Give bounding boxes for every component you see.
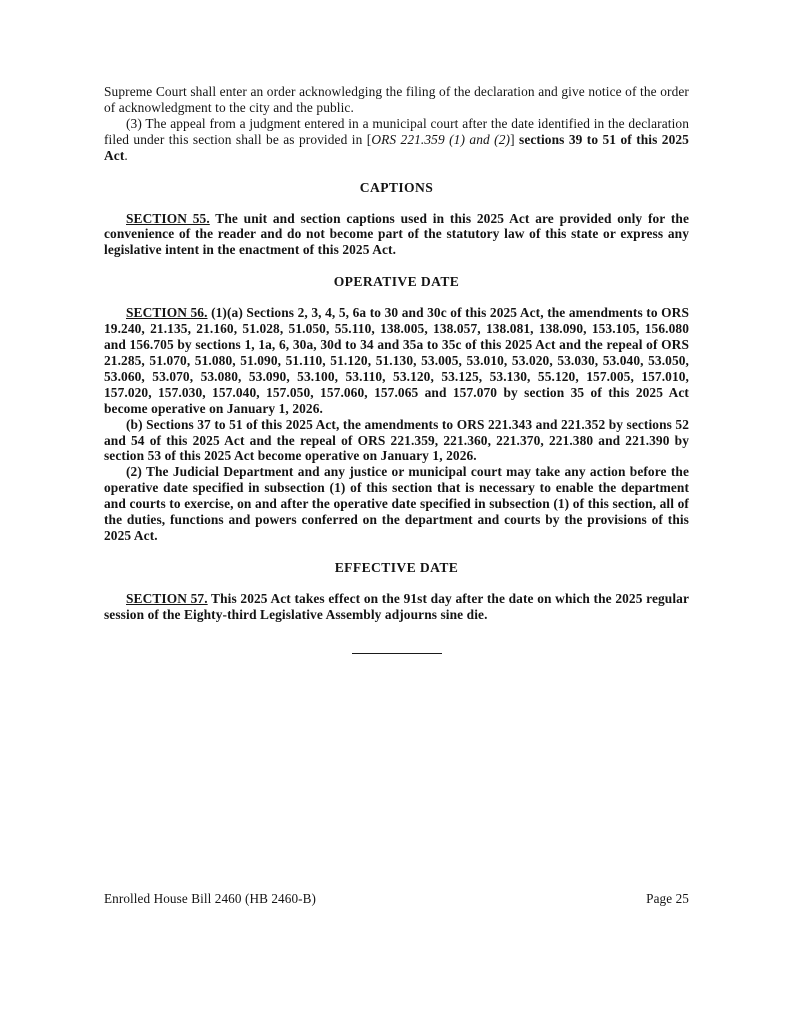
- text-run: .: [124, 147, 128, 163]
- paragraph: [104, 417, 689, 465]
- paragraph: [104, 464, 689, 544]
- section-heading: EFFECTIVE DATE: [334, 559, 459, 575]
- paragraph: [104, 211, 689, 259]
- text-run: Supreme Court shall enter an order acknowledging the filing of the declaration and give notice of the order of acknowledgment to the city and the public.: [104, 84, 689, 115]
- text-run: (1)(a) Sections 2, 3, 4, 5, 6a to 30 and 30c of this 2025 Act, the amendments to ORS 19.240, 21.135, 21.160, 51.028, 51.050, 55.110, 138.005, 138.057, 138.081, 138.090, 153.105, 156.080 and 156.705 by sections 1, 1a, 6, 30a, 30d to 34 and 35a to 35c of this 2025 Act and the repeal of ORS 21.285, 51.070, 51.080, 51.090, 51.110, 51.120, 51.130, 53.005, 53.010, 53.020, 53.030, 53.040, 53.050, 53.060, 53.070, 53.080, 53.090, 53.100, 53.110, 53.120, 53.125, 53.130, 55.120, 157.005, 157.010, 157.020, 157.030, 157.040, 157.050, 157.060, 157.065 and 157.070 by section 35 of this 2025 Act become operative on January 1, 2026.: [104, 305, 689, 416]
- document-body: [104, 84, 689, 654]
- text-run: ORS 221.359 (1) and (2): [371, 131, 511, 147]
- paragraph: [104, 305, 689, 416]
- page-footer: [104, 891, 689, 907]
- paragraph: [104, 591, 689, 623]
- footer-bill-title: Enrolled House Bill 2460 (HB 2460-B): [104, 891, 317, 906]
- text-run: (2) The Judicial Department and any justice or municipal court may take any action before the operative date specified in subsection (1) of this section that is necessary to enable the department and courts to exercise, on and after the operative date specified in subsection (1) of this section, all of the duties, functions and powers conferred on the department and courts by the provisions of this 2025 Act.: [104, 464, 689, 543]
- footer-page-number: Page 25: [646, 891, 689, 906]
- section-heading: CAPTIONS: [359, 179, 434, 195]
- text-run: ]: [510, 131, 520, 147]
- text-run: sections 39 to 51 of this 2025 Act: [104, 131, 689, 163]
- text-run: SECTION 56.: [126, 305, 208, 321]
- text-run: (b) Sections 37 to 51 of this 2025 Act, the amendments to ORS 221.343 and 221.352 by sections 52 and 54 of this 2025 Act and the repeal of ORS 221.359, 221.360, 221.370, 221.380 and 221.390 by section 53 of this 2025 Act become operative on January 1, 2026.: [104, 416, 689, 464]
- end-divider: [352, 653, 442, 654]
- section-heading: OPERATIVE DATE: [333, 274, 460, 290]
- paragraph: [104, 84, 689, 116]
- text-run: The unit and section captions used in this 2025 Act are provided only for the convenience of the reader and do not become part of the statutory law of this state or express any legislative intent in the enactment of this 2025 Act.: [104, 210, 690, 258]
- text-run: (3) The appeal from a judgment entered in a municipal court after the date identified in the declaration filed under this section shall be as provided in [: [104, 115, 689, 147]
- text-run: This 2025 Act takes effect on the 91st day after the date on which the 2025 regular session of the Eighty-third Legislative Assembly adjourns sine die.: [104, 590, 689, 622]
- text-run: SECTION 55.: [126, 210, 210, 226]
- paragraph: [104, 116, 689, 164]
- text-run: SECTION 57.: [126, 590, 208, 606]
